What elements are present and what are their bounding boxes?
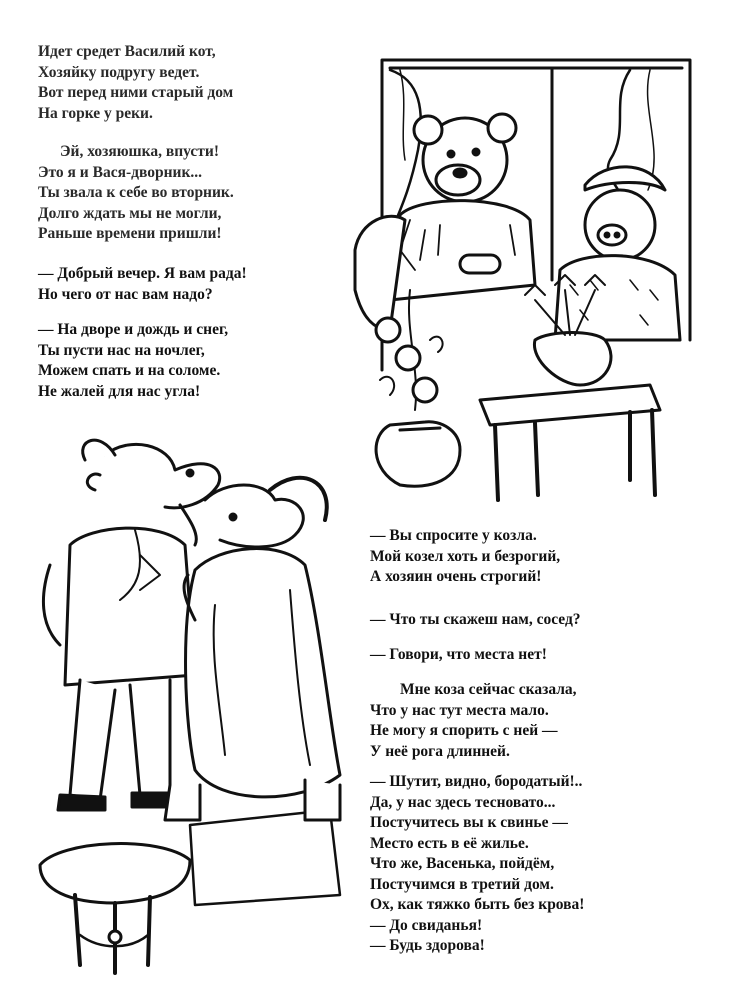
verse-line: — Добрый вечер. Я вам рада! (38, 265, 247, 282)
female-goat-figure (165, 478, 340, 820)
window-scene-illustration (330, 40, 700, 510)
verse-line: Но чего от нас вам надо? (38, 285, 213, 303)
verse-line: Место есть в её жилье. (370, 834, 529, 852)
verse-line: — Шутит, видно, бородатый!.. (370, 773, 583, 790)
stanza-3 (38, 264, 247, 305)
verse-line: Ты пусти нас на ночлег, (38, 341, 205, 359)
stanza-4 (38, 320, 228, 402)
verse-line: Это я и Вася-дворник... (38, 163, 203, 181)
stanza-7 (370, 645, 547, 666)
verse-line: Раньше времени пришли! (38, 225, 222, 242)
verse-line: — Говори, что места нет! (370, 646, 547, 663)
verse-line: — Вы спросите у козла. (370, 527, 537, 544)
verse-line: — Что ты скажеш нам, сосед? (370, 611, 581, 628)
verse-line: Не могу я спорить с ней — (370, 722, 558, 739)
verse-line: Ты звала к себе во вторник. (38, 184, 234, 201)
verse-line: Постучимся в третий дом. (370, 875, 554, 893)
stanza-5 (370, 526, 560, 588)
verse-line: Что же, Васенька, пойдём, (370, 855, 555, 872)
stanza-6 (370, 610, 581, 631)
verse-line: Мне коза сейчас сказала, (400, 681, 577, 698)
verse-line: А хозяин очень строгий! (370, 568, 542, 585)
verse-line: Хозяйку подругу ведет. (38, 63, 200, 81)
pillow-stool (40, 844, 190, 973)
table (480, 385, 660, 500)
verse-line: Да, у нас здесь тесновато... (370, 793, 556, 811)
verse-line: Идет средет Василий кот, (38, 43, 216, 60)
verse-line: Долго ждать мы не могли, (38, 204, 222, 222)
verse-line: Вот перед ними старый дом (38, 84, 234, 101)
verse-line: Ох, как тяжко быть без крова! (370, 896, 585, 913)
verse-line: Мой козел хоть и безрогий, (370, 547, 561, 565)
stanza-8 (370, 680, 577, 762)
verse-line: Не жалей для нас угла! (38, 382, 201, 400)
verse-line: У неё рога длинней. (370, 742, 510, 760)
stanza-2 (38, 142, 234, 245)
goats-illustration (20, 425, 360, 980)
verse-line: На горке у реки. (38, 104, 153, 122)
stanza-1 (38, 42, 233, 124)
stanza-9 (370, 772, 584, 957)
verse-line: Эй, хозяюшка, впусти! (60, 143, 220, 160)
verse-line: Постучитесь вы к свинье — (370, 814, 568, 831)
verse-line: — Будь здорова! (370, 937, 485, 954)
flower-vase-left (376, 290, 460, 486)
verse-line: — До свиданья! (370, 916, 483, 934)
pig-figure (555, 167, 680, 340)
verse-line: Можем спать и на соломе. (38, 362, 221, 379)
verse-line: — На дворе и дождь и снег, (38, 321, 229, 338)
verse-line: Что у нас тут места мало. (370, 701, 549, 719)
